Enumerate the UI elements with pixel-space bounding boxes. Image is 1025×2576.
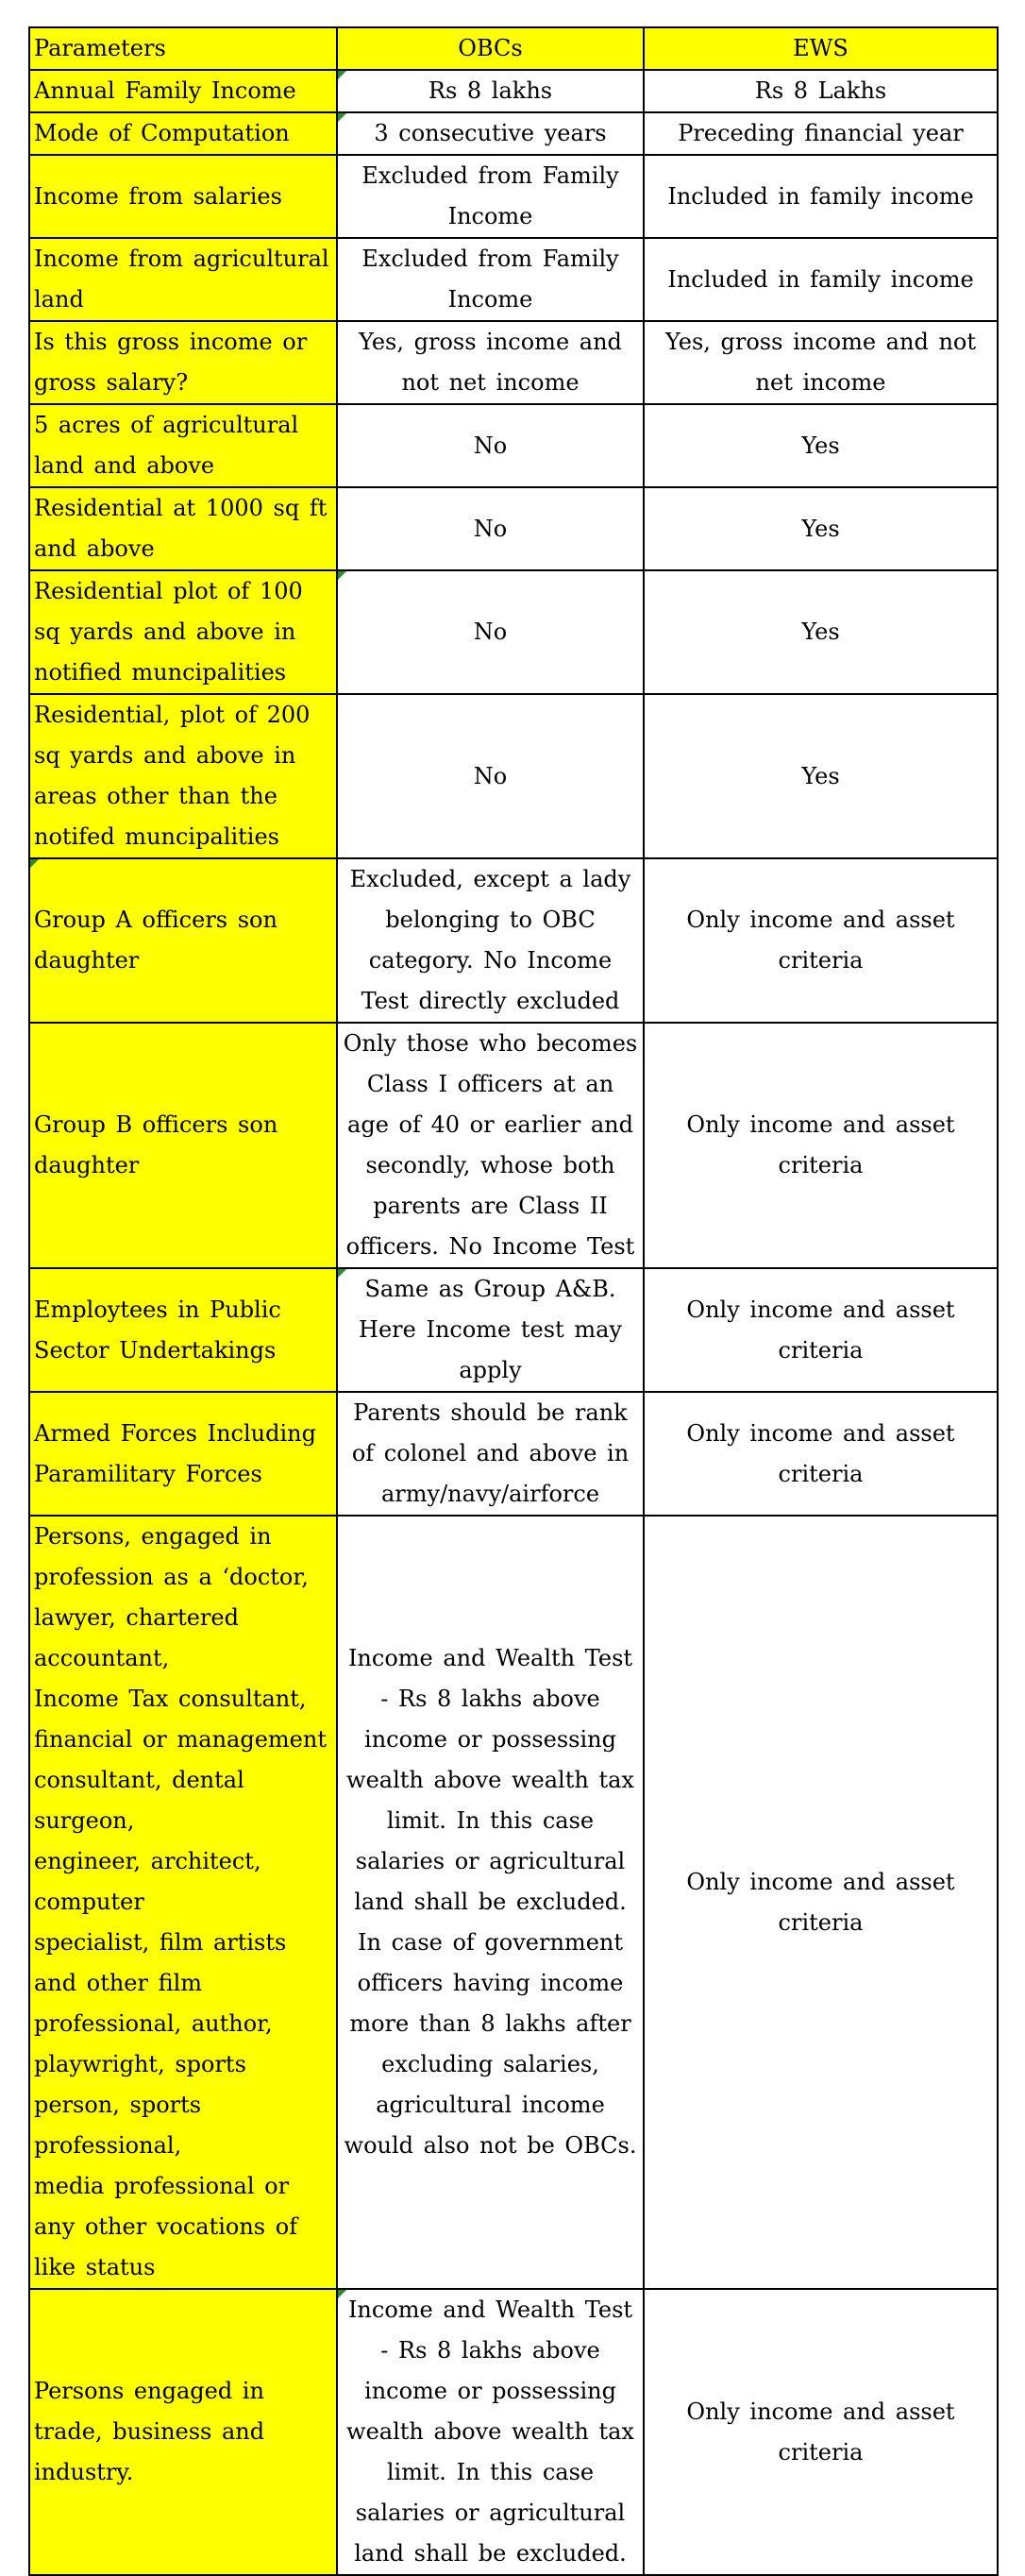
obc-cell: Income and Wealth Test - Rs 8 lakhs above income or possessing wealth above wealth tax limit. In this case salaries or agricultural land shall be excluded. — [337, 2289, 644, 2575]
ews-cell: Preceding financial year — [644, 112, 998, 155]
parameter-cell: Persons, engaged in profession as a ‘doctor, lawyer, chartered accountant, Income Tax consultant, financial or management consultant, dental surgeon, engineer, architect, computer specialist, film artists and other film professional, author, playwright, sports person, sports professional, media professional or any other vocations of like status — [29, 1516, 337, 2289]
obc-cell: No — [337, 487, 644, 570]
ews-cell: Yes — [644, 404, 998, 487]
ews-cell: Only income and asset criteria — [644, 1392, 998, 1516]
ews-cell: Only income and asset criteria — [644, 1516, 998, 2289]
obc-cell: Excluded, except a lady belonging to OBC category. No Income Test directly excluded — [337, 858, 644, 1023]
table-row — [29, 321, 998, 404]
ews-cell: Yes, gross income and not net income — [644, 321, 998, 404]
obc-cell: Excluded from Family Income — [337, 155, 644, 238]
table-row — [29, 112, 998, 155]
obc-cell: Only those who becomes Class I officers at an age of 40 or earlier and secondly, whose both parents are Class II officers. No Income Test — [337, 1023, 644, 1268]
ews-cell: Only income and asset criteria — [644, 2289, 998, 2575]
comparison-table-wrapper — [28, 26, 997, 2576]
obc-cell: Yes, gross income and not net income — [337, 321, 644, 404]
table-row — [29, 1268, 998, 1392]
ews-cell: Only income and asset criteria — [644, 1268, 998, 1392]
obc-cell: Rs 8 lakhs — [337, 70, 644, 112]
table-row — [29, 238, 998, 321]
table-row — [29, 1392, 998, 1516]
parameter-cell: Residential plot of 100 sq yards and above in notified muncipalities — [29, 570, 337, 694]
obc-cell: 3 consecutive years — [337, 112, 644, 155]
header-row — [29, 27, 998, 70]
parameter-cell: Annual Family Income — [29, 70, 337, 112]
ews-cell: Included in family income — [644, 155, 998, 238]
table-row — [29, 70, 998, 112]
ews-cell: Yes — [644, 487, 998, 570]
obc-cell: No — [337, 570, 644, 694]
header-obc: OBCs — [337, 27, 644, 70]
parameter-cell: Mode of Computation — [29, 112, 337, 155]
parameter-cell: Persons engaged in trade, business and industry. — [29, 2289, 337, 2575]
obc-ews-comparison-table — [28, 26, 999, 2576]
parameter-cell: Group B officers son daughter — [29, 1023, 337, 1268]
parameter-cell: Income from salaries — [29, 155, 337, 238]
obc-cell: Same as Group A&B. Here Income test may apply — [337, 1268, 644, 1392]
parameter-cell: Armed Forces Including Paramilitary Forces — [29, 1392, 337, 1516]
ews-cell: Only income and asset criteria — [644, 858, 998, 1023]
ews-cell: Included in family income — [644, 238, 998, 321]
parameter-cell: Income from agricultural land — [29, 238, 337, 321]
parameter-cell: Group A officers son daughter — [29, 858, 337, 1023]
table-row — [29, 694, 998, 858]
obc-cell: Parents should be rank of colonel and above in army/navy/airforce — [337, 1392, 644, 1516]
parameter-cell: Employtees in Public Sector Undertakings — [29, 1268, 337, 1392]
header-ews: EWS — [644, 27, 998, 70]
ews-cell: Rs 8 Lakhs — [644, 70, 998, 112]
ews-cell: Yes — [644, 570, 998, 694]
table-row — [29, 1023, 998, 1268]
table-row — [29, 1516, 998, 2289]
table-row — [29, 487, 998, 570]
parameter-cell: 5 acres of agricultural land and above — [29, 404, 337, 487]
table-row — [29, 404, 998, 487]
ews-cell: Yes — [644, 694, 998, 858]
parameter-cell: Residential, plot of 200 sq yards and above in areas other than the notifed muncipalities — [29, 694, 337, 858]
parameter-cell: Is this gross income or gross salary? — [29, 321, 337, 404]
parameter-cell: Residential at 1000 sq ft and above — [29, 487, 337, 570]
table-row — [29, 570, 998, 694]
ews-cell: Only income and asset criteria — [644, 1023, 998, 1268]
obc-cell: Excluded from Family Income — [337, 238, 644, 321]
obc-cell: No — [337, 694, 644, 858]
obc-cell: No — [337, 404, 644, 487]
table-row — [29, 2289, 998, 2575]
obc-cell: Income and Wealth Test - Rs 8 lakhs above income or possessing wealth above wealth tax limit. In this case salaries or agricultural land shall be excluded. In case of government officers having income more than 8 lakhs after excluding salaries, agricultural income would also not be OBCs. — [337, 1516, 644, 2289]
header-parameters: Parameters — [29, 27, 337, 70]
table-row — [29, 858, 998, 1023]
table-row — [29, 155, 998, 238]
